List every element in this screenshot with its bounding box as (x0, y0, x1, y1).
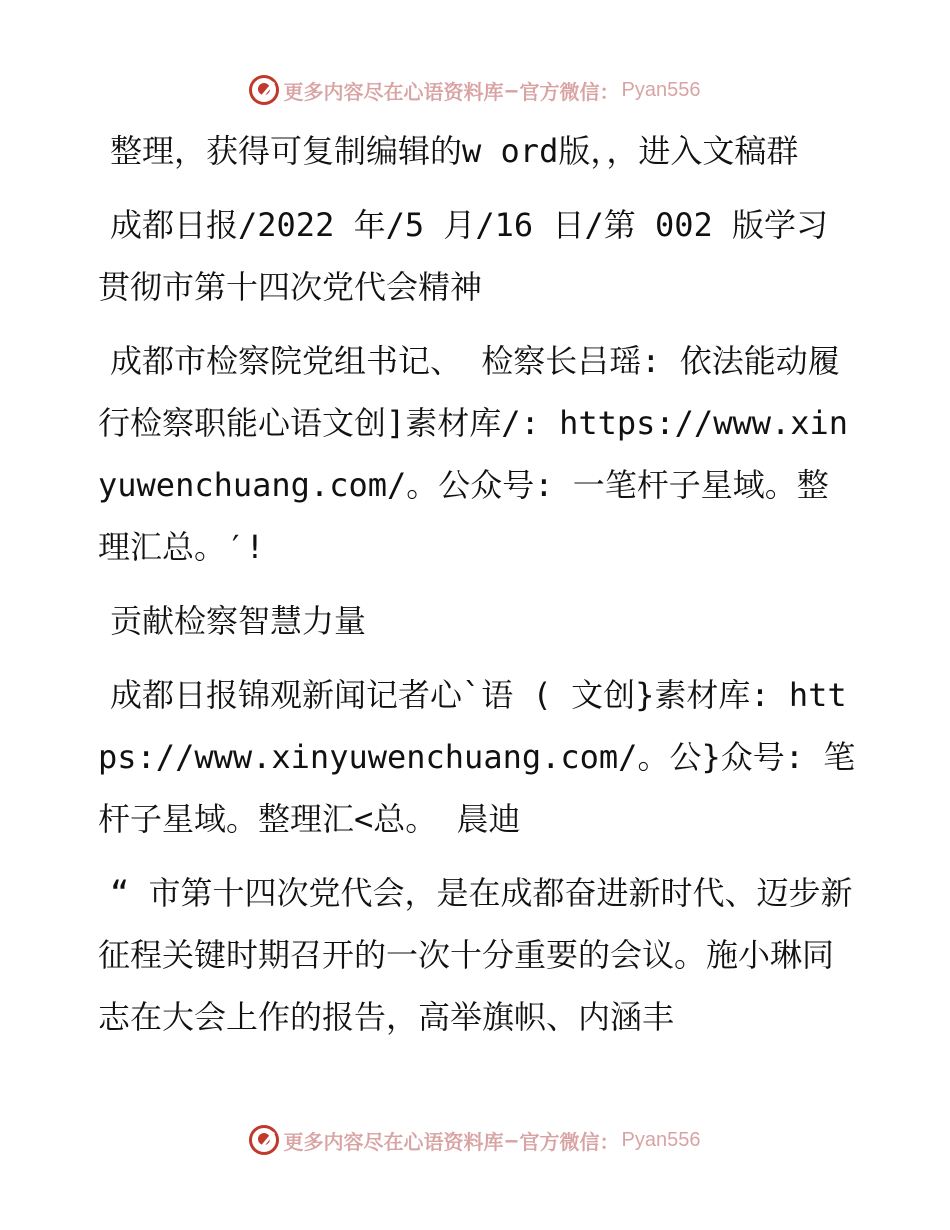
paragraph-intro: 整理，获得可复制编辑的w ord版，，进入文稿群 (110, 132, 799, 170)
header-watermark-banner (0, 70, 950, 110)
banner-text: 更多内容尽在心语资料库 (283, 1129, 504, 1154)
banner-separator: — (505, 1128, 518, 1152)
paragraph-body: “ 市第十四次党代会，是在成都奋进新时代、迈步新征程关键时期召开的一次十分重要的会议。施小琳同志在大会上作的报告，高举旗帜、内涵丰 (98, 874, 853, 1036)
banner-wechat-id: Pyan556 (621, 78, 701, 101)
footer-watermark-banner (0, 1120, 950, 1160)
document-body (98, 120, 858, 1060)
banner-wechat-label: 官方微信： (519, 1129, 620, 1154)
banner-wechat-label: 官方微信： (519, 79, 620, 104)
paragraph-byline: 成都日报锦观新闻记者心`语 ( 文创}素材库: https://www.xinyuwenchuang.com/。公}众号: 笔杆子星域。整理汇<总。 晨迪 (98, 676, 856, 838)
paragraph-headline: 成都市检察院党组书记、 检察长吕瑶: 依法能动履行检察职能心语文创]素材库/: https://www.xinyuwenchuang.com/。公众号: 一笔杆子星域。整理汇总。′! (98, 342, 849, 566)
banner-separator: — (505, 78, 518, 102)
banner-text: 更多内容尽在心语资料库 (283, 79, 504, 104)
paragraph-subheadline: 贡献检察智慧力量 (110, 602, 367, 640)
brand-logo-icon (249, 1125, 279, 1155)
banner-wechat-id: Pyan556 (621, 1128, 701, 1151)
paragraph-source: 成都日报/2022 年/5 月/16 日/第 002 版学习贯彻市第十四次党代会精神 (98, 206, 829, 306)
brand-logo-icon (249, 75, 279, 105)
